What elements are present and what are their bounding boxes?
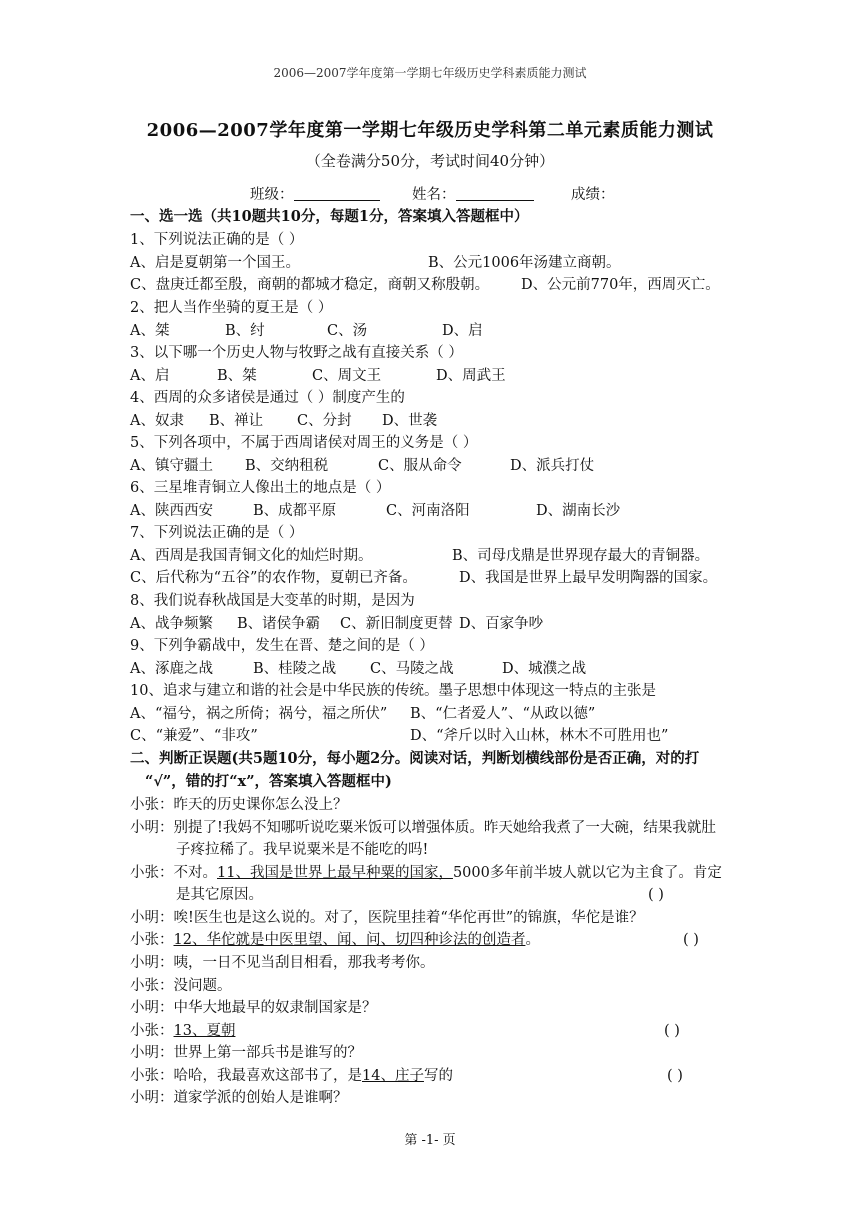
q1-option-c: C、盘庚迁都至殷，商朝的都城才稳定，商朝又称殷朝。 [130, 277, 490, 293]
q4-option-b: B、禅让 [209, 413, 264, 429]
q6-option-b: B、成都平原 [253, 503, 337, 519]
q2-option-a: A、桀 [130, 323, 170, 339]
dialogue-line [130, 863, 722, 883]
class-blank[interactable] [294, 186, 380, 201]
q8-option-a: A、战争频繁 [130, 616, 213, 632]
dialogue-line: 是其它原因。 [176, 887, 263, 903]
q1-stem: 1、下列说法正确的是（ ） [130, 232, 304, 248]
exam-subtitle: （全卷满分50分，考试时间40分钟） [305, 152, 555, 170]
dialogue-line: 小明：中华大地最早的奴隶制国家是？ [130, 1000, 377, 1016]
q2-option-d: D、启 [442, 323, 483, 339]
q10-option-b: B、“仁者爱人”、“从政以德” [410, 706, 596, 722]
running-header: 2006—2007学年度第一学期七年级历史学科素质能力测试 [273, 66, 587, 80]
q2-option-b: B、纣 [225, 323, 265, 339]
dialogue-line: 小明：别提了!我妈不知哪听说吃粟米饭可以增强体质。昨天她给我煮了一大碗，结果我就肚 [130, 820, 716, 836]
section2-heading-line2: “√”，错的打“x”，答案填入答题框中) [145, 773, 392, 790]
q2-option-c: C、汤 [327, 323, 368, 339]
q5-option-c: C、服从命令 [378, 458, 462, 474]
answer-paren-14[interactable]: ( ) [667, 1068, 683, 1084]
dialogue-line [130, 1066, 453, 1086]
judgement-statement-12: 12、华佗就是中医里望、闻、问、切四种诊法的创造者 [173, 932, 526, 948]
q4-option-a: A、奴隶 [130, 413, 184, 429]
dialogue-line: 小明：道家学派的创始人是谁啊？ [130, 1090, 348, 1106]
dialogue-text: 小张：哈哈，我最喜欢这部书了，是 [130, 1068, 362, 1084]
dialogue-line: 小明：唉!医生也是这么说的。对了，医院里挂着“华佗再世”的锦旗，华佗是谁？ [130, 910, 644, 926]
judgement-statement-13: 13、夏朝 [173, 1023, 236, 1039]
name-label: 姓名： [412, 187, 456, 203]
q10-option-c: C、“兼爱”、“非攻” [130, 728, 258, 744]
q6-option-d: D、湖南长沙 [536, 503, 621, 519]
page-number: 第 -1- 页 [404, 1133, 456, 1148]
class-field [250, 185, 380, 205]
q5-option-a: A、镇守疆土 [130, 458, 213, 474]
q3-option-c: C、周文王 [312, 368, 382, 384]
dialogue-line: 小张：昨天的历史课你怎么没上？ [130, 797, 348, 813]
q7-option-b: B、司母戊鼎是世界现存最大的青铜器。 [452, 548, 710, 564]
dialogue-line [130, 930, 540, 950]
q4-option-d: D、世袭 [382, 413, 438, 429]
dialogue-text: 。 [525, 932, 540, 948]
q7-stem: 7、下列说法正确的是（ ） [130, 525, 304, 541]
q9-option-b: B、桂陵之战 [253, 661, 337, 677]
q4-option-c: C、分封 [297, 413, 352, 429]
q9-option-a: A、涿鹿之战 [130, 661, 213, 677]
section1-heading: 一、选一选（共10题共10分，每题1分，答案填入答题框中） [130, 208, 529, 225]
q1-option-b: B、公元1006年汤建立商朝。 [428, 255, 621, 271]
q5-option-b: B、交纳租税 [245, 458, 329, 474]
q1-option-a: A、启是夏朝第一个国王。 [130, 255, 300, 271]
dialogue-line: 子疼拉稀了。我早说粟米是不能吃的吗! [176, 842, 429, 858]
answer-paren-13[interactable]: ( ) [664, 1023, 680, 1039]
judgement-statement-11: 11、我国是世界上最早种粟的国家， [217, 865, 453, 881]
q3-option-b: B、桀 [217, 368, 257, 384]
score-label: 成绩： [571, 187, 615, 203]
q2-stem: 2、把人当作坐骑的夏王是（ ） [130, 300, 333, 316]
q3-stem: 3、以下哪一个历史人物与牧野之战有直接关系（ ） [130, 345, 463, 361]
q6-option-a: A、陕西西安 [130, 503, 213, 519]
q3-option-a: A、启 [130, 368, 170, 384]
q10-option-a: A、“福兮，祸之所倚；祸兮，福之所伏” [130, 706, 388, 722]
q7-option-c: C、后代称为“五谷”的农作物，夏朝已齐备。 [130, 570, 417, 586]
q9-option-c: C、马陵之战 [370, 661, 454, 677]
answer-paren-11[interactable]: ( ) [648, 887, 664, 903]
section2-heading-line1: 二、判断正误题(共5题10分，每小题2分。阅读对话，判断划横线部份是否正确，对的打 [130, 750, 700, 767]
q8-stem: 8、我们说春秋战国是大变革的时期，是因为 [130, 593, 415, 609]
name-field [412, 185, 534, 205]
q6-option-c: C、河南洛阳 [386, 503, 470, 519]
q10-stem: 10、追求与建立和谐的社会是中华民族的传统。墨子思想中体现这一特点的主张是 [130, 683, 656, 699]
score-field [571, 185, 615, 205]
answer-paren-12[interactable]: ( ) [683, 932, 699, 948]
dialogue-text: 5000多年前半坡人就以它为主食了。肯定 [452, 865, 722, 881]
q5-stem: 5、下列各项中，不属于西周诸侯对周王的义务是（ ） [130, 435, 478, 451]
name-blank[interactable] [456, 186, 534, 201]
dialogue-line: 小张：没问题。 [130, 978, 232, 994]
dialogue-line: 小明：世界上第一部兵书是谁写的？ [130, 1045, 362, 1061]
q4-stem: 4、西周的众多诸侯是通过（ ）制度产生的 [130, 390, 405, 406]
judgement-statement-14: 14、庄子 [362, 1068, 424, 1084]
dialogue-text: 小张： [130, 932, 174, 948]
dialogue-text: 写的 [423, 1068, 453, 1084]
q8-option-d: D、百家争吵 [459, 616, 544, 632]
class-label: 班级： [250, 187, 294, 203]
q1-option-d: D、公元前770年，西周灭亡。 [521, 277, 720, 293]
q9-stem: 9、下列争霸战中，发生在晋、楚之间的是（ ） [130, 638, 434, 654]
q6-stem: 6、三星堆青铜立人像出土的地点是（ ） [130, 480, 391, 496]
q7-option-a: A、西周是我国青铜文化的灿烂时期。 [130, 548, 373, 564]
q8-option-b: B、诸侯争霸 [237, 616, 321, 632]
q8-option-c: C、新旧制度更替 [340, 616, 453, 632]
q5-option-d: D、派兵打仗 [510, 458, 595, 474]
q10-option-d: D、“斧斤以时入山林，林木不可胜用也” [410, 728, 669, 744]
q7-option-d: D、我国是世界上最早发明陶器的国家。 [459, 570, 718, 586]
dialogue-text: 小张： [130, 1023, 174, 1039]
q3-option-d: D、周武王 [436, 368, 506, 384]
page-title: 2006—2007学年度第一学期七年级历史学科第二单元素质能力测试 [146, 120, 714, 141]
dialogue-line [130, 1021, 235, 1041]
q9-option-d: D、城濮之战 [502, 661, 587, 677]
dialogue-line: 小明：咦，一日不见当刮目相看，那我考考你。 [130, 955, 435, 971]
dialogue-text: 小张：不对。 [130, 865, 217, 881]
